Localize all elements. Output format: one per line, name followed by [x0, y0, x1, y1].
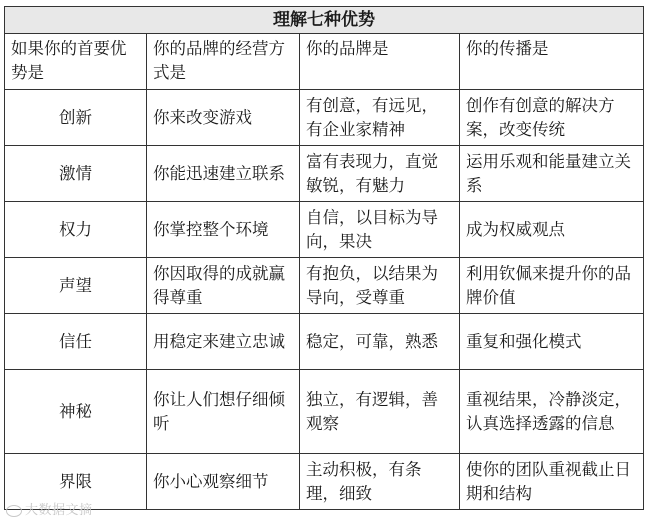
watermark-text: 大数据文摘 — [25, 503, 93, 518]
watermark — [6, 499, 93, 518]
brand-cell: 独立，有逻辑，善观察 — [300, 370, 460, 454]
advantages-table-container — [4, 6, 643, 510]
operation-cell: 你让人们想仔细倾听 — [147, 370, 300, 454]
advantage-cell: 信任 — [5, 314, 147, 370]
communication-cell: 利用钦佩来提升你的品牌价值 — [460, 258, 644, 314]
advantage-cell: 权力 — [5, 202, 147, 258]
operation-cell: 你能迅速建立联系 — [147, 146, 300, 202]
advantage-cell: 声望 — [5, 258, 147, 314]
seven-advantages-table — [4, 6, 644, 510]
operation-cell: 你掌控整个环境 — [147, 202, 300, 258]
brand-cell: 自信，以目标为导向，果决 — [300, 202, 460, 258]
operation-cell: 你因取得的成就赢得尊重 — [147, 258, 300, 314]
table-row — [5, 90, 644, 146]
header-primary-advantage: 如果你的首要优势是 — [5, 34, 147, 90]
brand-cell: 富有表现力，直觉敏锐，有魅力 — [300, 146, 460, 202]
table-row — [5, 258, 644, 314]
communication-cell: 使你的团队重视截止日期和结构 — [460, 454, 644, 510]
advantage-cell: 界限 — [5, 454, 147, 510]
operation-cell: 用稳定来建立忠诚 — [147, 314, 300, 370]
table-row — [5, 314, 644, 370]
header-brand-is: 你的品牌是 — [300, 34, 460, 90]
header-communication: 你的传播是 — [460, 34, 644, 90]
table-row — [5, 146, 644, 202]
advantage-cell: 创新 — [5, 90, 147, 146]
table-row — [5, 370, 644, 454]
operation-cell: 你来改变游戏 — [147, 90, 300, 146]
communication-cell: 运用乐观和能量建立关系 — [460, 146, 644, 202]
brand-cell: 主动积极，有条理，细致 — [300, 454, 460, 510]
communication-cell: 重复和强化模式 — [460, 314, 644, 370]
communication-cell: 重视结果，冷静淡定，认真选择透露的信息 — [460, 370, 644, 454]
header-brand-operation: 你的品牌的经营方式是 — [147, 34, 300, 90]
table-row — [5, 202, 644, 258]
advantage-cell: 神秘 — [5, 370, 147, 454]
brand-cell: 有创意，有远见，有企业家精神 — [300, 90, 460, 146]
watermark-logo-icon — [6, 505, 22, 517]
brand-cell: 有抱负，以结果为导向，受尊重 — [300, 258, 460, 314]
table-header-row — [5, 34, 644, 90]
communication-cell: 成为权威观点 — [460, 202, 644, 258]
brand-cell: 稳定，可靠，熟悉 — [300, 314, 460, 370]
table-title-row — [5, 7, 644, 34]
operation-cell: 你小心观察细节 — [147, 454, 300, 510]
communication-cell: 创作有创意的解决方案，改变传统 — [460, 90, 644, 146]
table-row — [5, 454, 644, 510]
advantage-cell: 激情 — [5, 146, 147, 202]
table-title: 理解七种优势 — [5, 7, 644, 34]
